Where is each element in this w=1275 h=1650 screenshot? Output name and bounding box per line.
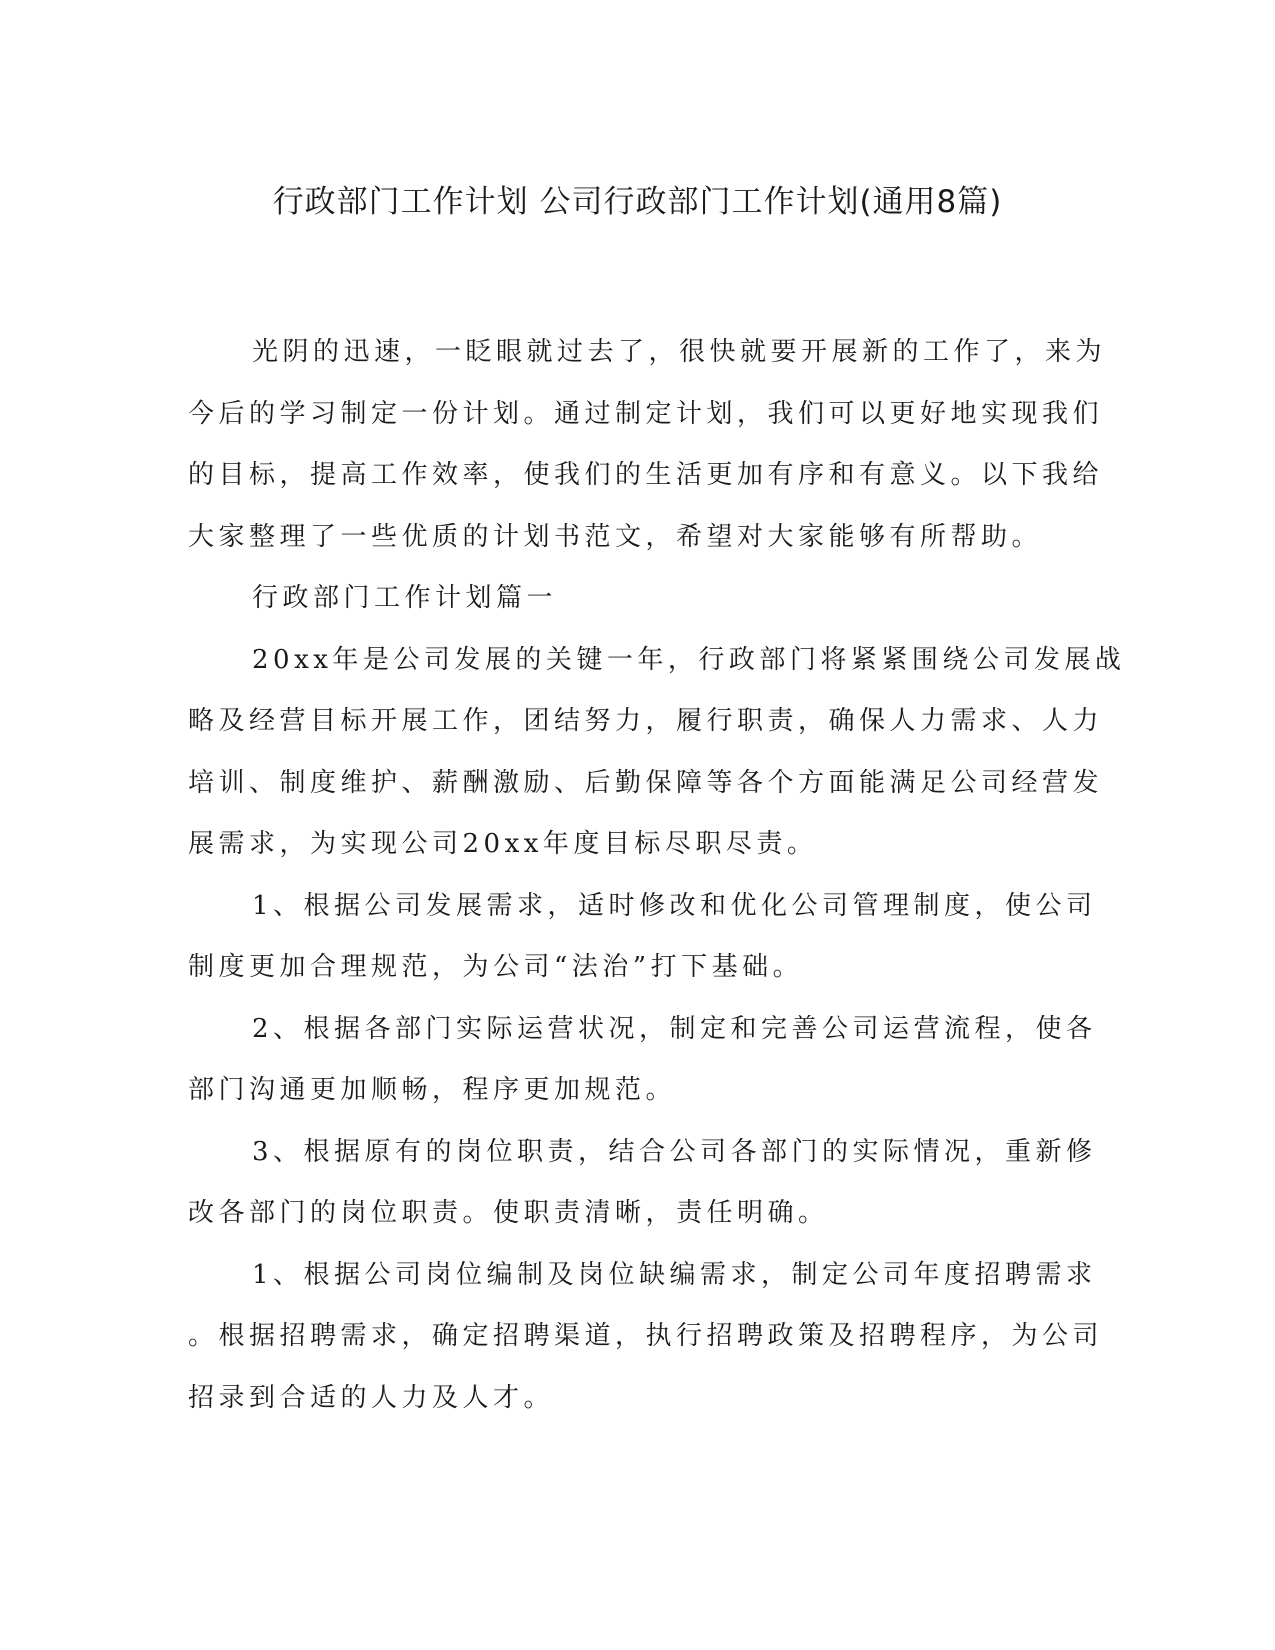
text-line: 2、根据各部门实际运营状况，制定和完善公司运营流程，使各 [252, 1013, 1097, 1044]
text-line: 展需求，为实现公司20xx年度目标尽职尽责。 [188, 829, 818, 859]
text-line: 今后的学习制定一份计划。通过制定计划，我们可以更好地实现我们 [188, 398, 1104, 429]
document-body [188, 322, 1126, 1429]
section-heading [188, 568, 1088, 630]
text-line: 20xx年是公司发展的关键一年，行政部门将紧紧围绕公司发展战 [252, 644, 1126, 675]
text-line: 。根据招聘需求，确定招聘渠道，执行招聘政策及招聘程序，为公司 [188, 1321, 1104, 1351]
paragraph-intro [188, 322, 1107, 568]
text-line: 3、根据原有的岗位职责，结合公司各部门的实际情况，重新修 [252, 1136, 1097, 1167]
text-line: 培训、制度维护、薪酬激励、后勤保障等各个方面能满足公司经营发 [188, 767, 1104, 798]
list-item [188, 1122, 1097, 1245]
text-line: 招录到合适的人力及人才。 [188, 1382, 555, 1413]
text-line: 略及经营目标开展工作，团结努力，履行职责，确保人力需求、人力 [188, 706, 1104, 736]
text-line: 改各部门的岗位职责。使职责清晰，责任明确。 [188, 1198, 829, 1228]
text-line: 的目标，提高工作效率，使我们的生活更加有序和有意义。以下我给 [188, 460, 1104, 490]
document-title: 行政部门工作计划 公司行政部门工作计划(通用8篇) [272, 184, 1003, 220]
text-line: 制度更加合理规范，为公司“法治”打下基础。 [188, 952, 804, 982]
paragraph-overview [188, 630, 1126, 876]
text-line: 光阴的迅速，一眨眼就过去了，很快就要开展新的工作了，来为 [252, 337, 1107, 367]
text-line: 1、根据公司岗位编制及岗位缺编需求，制定公司年度招聘需求 [252, 1259, 1097, 1290]
text-line: 部门沟通更加顺畅，程序更加规范。 [188, 1075, 677, 1105]
text-line: 1、根据公司发展需求，适时修改和优化公司管理制度，使公司 [252, 890, 1097, 921]
section-heading-text: 行政部门工作计划篇一 [252, 583, 558, 613]
list-item [188, 999, 1097, 1122]
list-item [188, 876, 1097, 999]
list-item [188, 1245, 1104, 1430]
text-line: 大家整理了一些优质的计划书范文，希望对大家能够有所帮助。 [188, 521, 1043, 552]
